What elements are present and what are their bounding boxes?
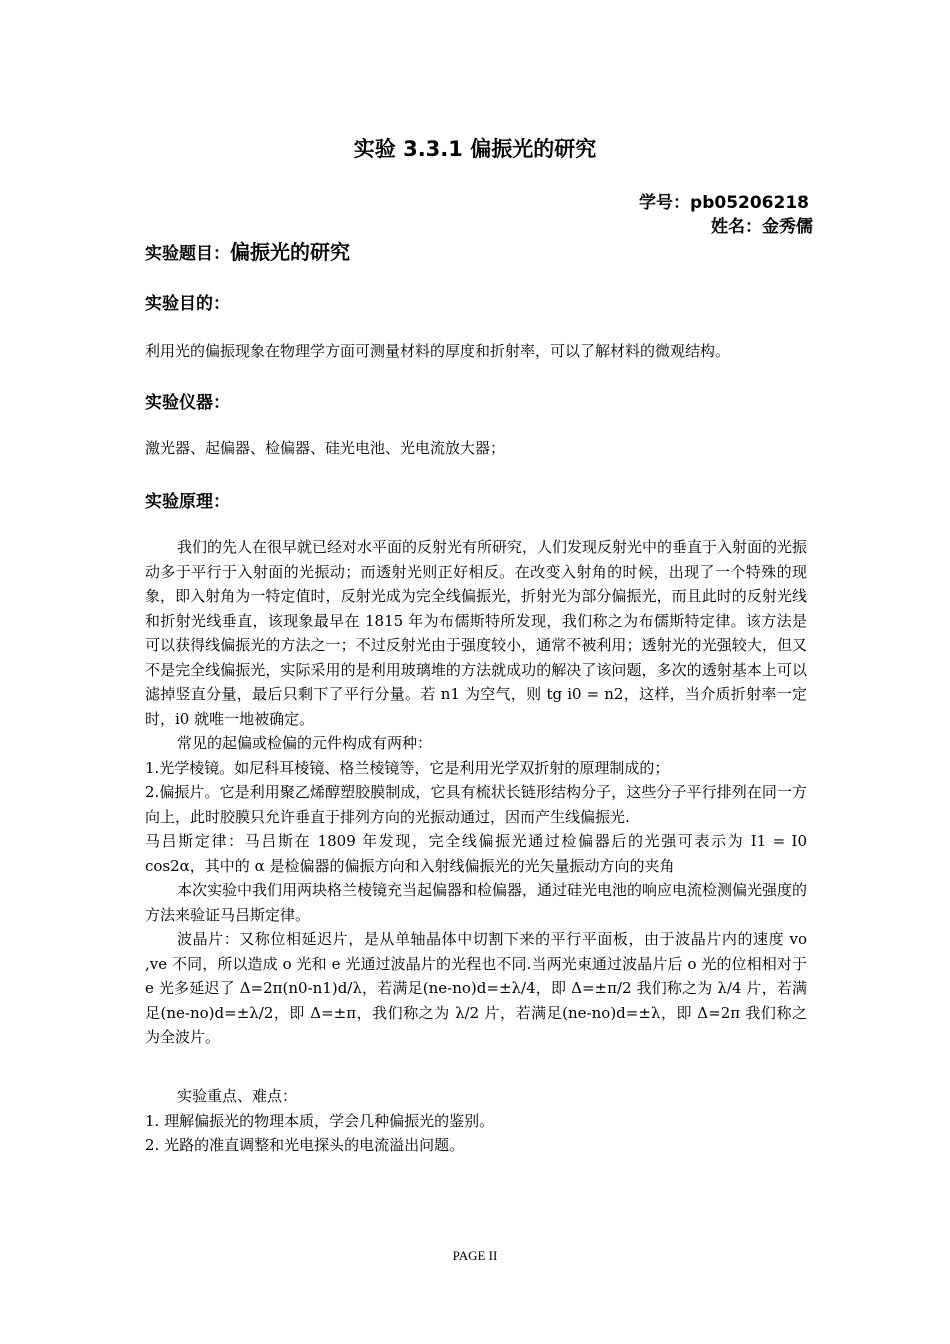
document-title: 实验 3.3.1 偏振光的研究	[353, 137, 597, 161]
student-id: 学号：pb05206218	[639, 193, 809, 213]
principle-heading: 实验原理：	[145, 492, 230, 512]
page-footer: PAGE II	[452, 1248, 498, 1263]
student-name: 姓名：金秀儒	[711, 217, 813, 237]
difficulties-heading: 实验重点、难点：	[177, 1087, 298, 1105]
principle-list-item-1: 1.光学棱镜。如尼科耳棱镜、格兰棱镜等，它是利用光学双折射的原理制成的；	[145, 758, 670, 777]
topic-label: 实验题目：	[145, 244, 230, 264]
difficulties-section	[145, 1084, 807, 1158]
equipment-heading: 实验仪器：	[145, 393, 230, 413]
wave-plate-paragraph: 波晶片：又称位相延迟片，是从单轴晶体中切割下来的平行平面板，由于波晶片内的速度 vo ,ve 不同，所以造成 o 光和 e 光通过波晶片的光程也不同.当两光束通过波晶片后 o 光的位相相对于 e 光多延迟了 Δ=2π(n0-n1)d/λ，若满足(ne-no)d=±λ/4，即 Δ=±π/2 我们称之为 λ/4 片，若满足(ne-no)d=±λ/2，即 Δ=±π，我们称之为 λ/2 片，若满足(ne-no)d=±λ，即 Δ=2π 我们称之为全波片。	[145, 930, 807, 1046]
topic-heading	[145, 236, 350, 265]
experiment-method-paragraph: 本次实验中我们用两块格兰棱镜充当起偏器和检偏器，通过硅光电池的响应电流检测偏光强度的方法来验证马吕斯定律。	[145, 881, 808, 924]
difficulty-item-2: 2. 光路的准直调整和光电探头的电流溢出问题。	[145, 1136, 465, 1154]
equipment-paragraph: 激光器、起偏器、检偏器、硅光电池、光电流放大器；	[145, 439, 506, 457]
purpose-text	[145, 339, 807, 364]
malus-law-paragraph: 马吕斯定律：马吕斯在 1809 年发现，完全线偏振光通过检偏器后的光强可表示为 I1 = I0 cos2α，其中的 α 是检偏器的偏振方向和入射线偏振光的光矢量振动方向的夹角	[145, 832, 807, 875]
purpose-paragraph: 利用光的偏振现象在物理学方面可测量材料的厚度和折射率，可以了解材料的微观结构。	[145, 342, 731, 360]
difficulty-item-1: 1. 理解偏振光的物理本质，学会几种偏振光的鉴别。	[145, 1111, 495, 1130]
principle-paragraph-2: 常见的起偏或检偏的元件构成有两种：	[177, 734, 433, 752]
principle-list-item-2: 2.偏振片。它是利用聚乙烯醇塑胶膜制成，它具有梳状长链形结构分子，这些分子平行排列在同一方向上，此时胶膜只允许垂直于排列方向的光振动通过，因而产生线偏振光.	[145, 783, 807, 826]
topic-value: 偏振光的研究	[230, 240, 350, 264]
principle-paragraph-1: 我们的先人在很早就已经对水平面的反射光有所研究，人们发现反射光中的垂直于入射面的光振动多于平行于入射面的光振动；而透射光则正好相反。在改变入射角的时候，出现了一个特殊的现象，即入射角为一特定值时，反射光成为完全线偏振光，折射光为部分偏振光，而且此时的反射光线和折射光线垂直，该现象最早在 1815 年为布儒斯特所发现，我们称之为布儒斯特定律。该方法是可以获得线偏振光的方法之一；不过反射光由于强度较小，通常不被利用；透射光的光强较大，但又不是完全线偏振光，实际采用的是利用玻璃堆的方法就成功的解决了该问题，多次的透射基本上可以滤掉竖直分量，最后只剩下了平行分量。若 n1 为空气，则 tg i0 = n2，这样，当介质折射率一定时，i0 就唯一地被确定。	[145, 538, 808, 728]
equipment-text	[145, 436, 807, 461]
purpose-heading: 实验目的：	[145, 294, 230, 314]
principle-body	[145, 535, 807, 1050]
